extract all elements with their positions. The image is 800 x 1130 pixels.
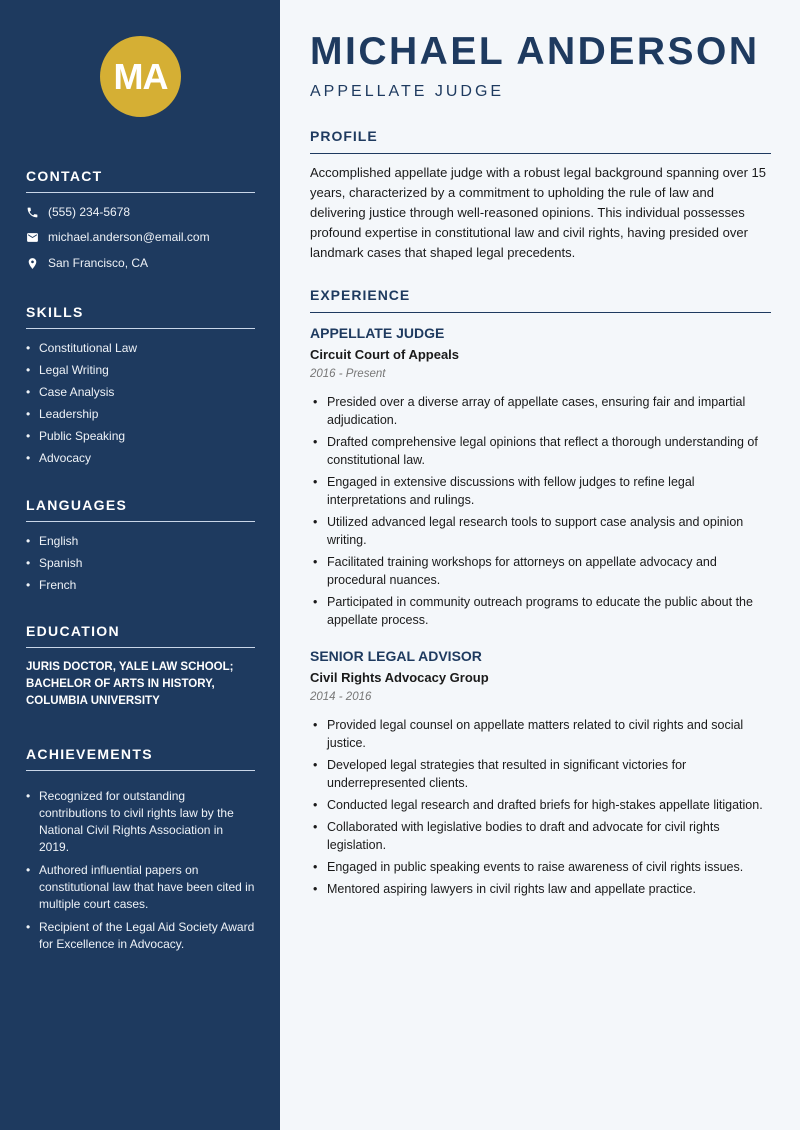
job-entry-title: APPELLATE JUDGE xyxy=(310,325,445,341)
job-bullet: • Collaborated with legislative bodies to draft and advocate for civil rights legislation. xyxy=(310,818,771,854)
achievements-list xyxy=(26,788,256,959)
languages-heading: LANGUAGES xyxy=(26,497,255,522)
phone-icon xyxy=(26,206,39,219)
language-item: • English xyxy=(26,534,256,556)
job-entry-title: SENIOR LEGAL ADVISOR xyxy=(310,648,482,664)
email-text: michael.anderson@email.com xyxy=(48,230,210,244)
skill-item: • Legal Writing xyxy=(26,363,256,385)
job-entry xyxy=(310,325,771,633)
achievement-item: • Authored influential papers on constitutional law that have been cited in multiple court cases. xyxy=(26,862,256,913)
job-entry xyxy=(310,648,771,902)
job-bullet: • Participated in community outreach programs to educate the public about the appellate process. xyxy=(310,593,771,629)
job-bullet: • Mentored aspiring lawyers in civil rights law and appellate practice. xyxy=(310,880,771,898)
profile-text: Accomplished appellate judge with a robust legal background spanning over 15 years, characterized by a commitment to upholding the rule of law and delivering justice through well-reasoned opinions. This individual possesses profound expertise in constitutional law and civil rights, having presided over landmark cases that shaped legal precedents. xyxy=(310,165,767,260)
job-bullet: • Facilitated training workshops for attorneys on appellate advocacy and procedural nuances. xyxy=(310,553,771,589)
job-dates: 2016 - Present xyxy=(310,368,386,380)
achievements-heading: ACHIEVEMENTS xyxy=(26,746,255,771)
education-heading: EDUCATION xyxy=(26,623,255,648)
languages-list xyxy=(26,534,256,600)
skill-item: • Advocacy xyxy=(26,451,256,473)
job-title: APPELLATE JUDGE xyxy=(310,83,505,100)
job-bullet: • Developed legal strategies that resulted in significant victories for underrepresented clients. xyxy=(310,756,771,792)
job-bullet: • Conducted legal research and drafted briefs for high-stakes appellate litigation. xyxy=(310,796,771,814)
job-bullet: • Presided over a diverse array of appellate cases, ensuring fair and impartial adjudication. xyxy=(310,393,771,429)
skill-item: • Public Speaking xyxy=(26,429,256,451)
contact-email xyxy=(26,230,210,244)
language-item: • French xyxy=(26,578,256,600)
phone-text: (555) 234-5678 xyxy=(48,205,131,219)
skill-item: • Constitutional Law xyxy=(26,341,256,363)
achievement-item: • Recipient of the Legal Aid Society Award for Excellence in Advocacy. xyxy=(26,919,256,953)
person-name: MICHAEL ANDERSON xyxy=(310,30,760,73)
job-bullet: • Provided legal counsel on appellate matters related to civil rights and social justice. xyxy=(310,716,771,752)
contact-heading: CONTACT xyxy=(26,168,255,193)
sidebar xyxy=(0,0,280,1130)
job-bullet: • Drafted comprehensive legal opinions that reflect a thorough understanding of constitutional law. xyxy=(310,433,771,469)
achievement-item: • Recognized for outstanding contributions to civil rights law by the National Civil Rights Association in 2019. xyxy=(26,788,256,856)
contact-location xyxy=(26,256,148,270)
email-icon xyxy=(26,231,39,244)
job-bullets xyxy=(310,716,771,898)
experience-heading: EXPERIENCE xyxy=(310,287,771,313)
job-bullet: • Utilized advanced legal research tools to support case analysis and opinion writing. xyxy=(310,513,771,549)
skill-item: • Leadership xyxy=(26,407,256,429)
job-bullet: • Engaged in extensive discussions with fellow judges to refine legal interpretations and rulings. xyxy=(310,473,771,509)
contact-phone xyxy=(26,205,130,219)
job-company: Civil Rights Advocacy Group xyxy=(310,670,489,685)
skills-heading: SKILLS xyxy=(26,304,255,329)
education-text: JURIS DOCTOR, YALE LAW SCHOOL; BACHELOR OF ARTS IN HISTORY, COLUMBIA UNIVERSITY xyxy=(26,661,234,707)
avatar: MA xyxy=(100,36,181,117)
location-text: San Francisco, CA xyxy=(48,256,149,270)
job-bullet: • Engaged in public speaking events to raise awareness of civil rights issues. xyxy=(310,858,771,876)
job-dates: 2014 - 2016 xyxy=(310,691,372,703)
language-item: • Spanish xyxy=(26,556,256,578)
profile-heading: PROFILE xyxy=(310,128,771,154)
job-company: Circuit Court of Appeals xyxy=(310,347,460,362)
job-bullets xyxy=(310,393,771,629)
location-pin-icon xyxy=(26,257,39,270)
skill-item: • Case Analysis xyxy=(26,385,256,407)
skills-list xyxy=(26,341,256,473)
